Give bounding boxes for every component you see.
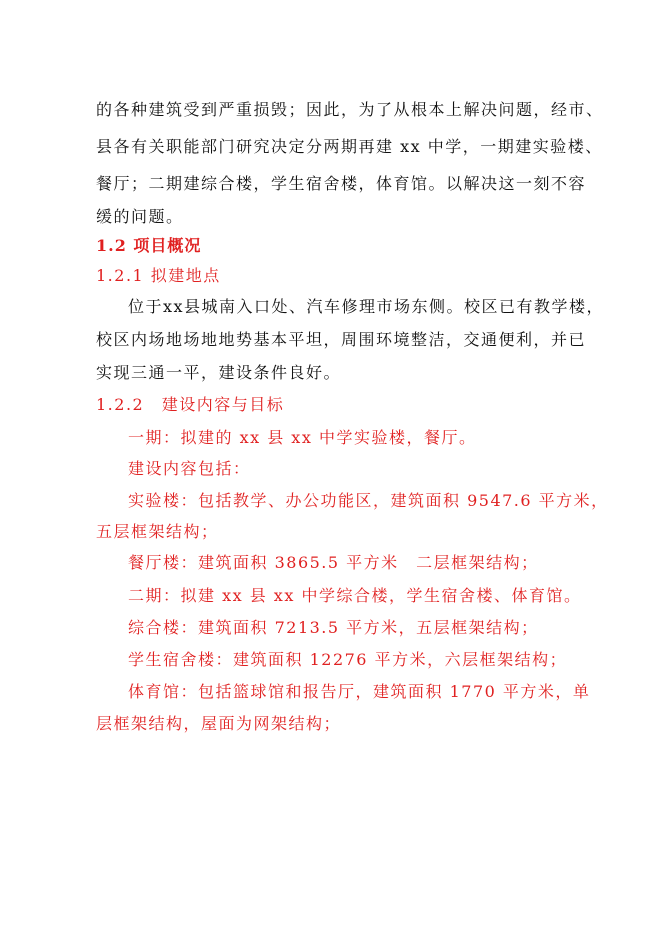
content-line-6: 二期：拟建 xx 县 xx 中学综合楼，学生宿舍楼、体育馆。 (128, 586, 582, 605)
site-line-3: 实现三通一平，建设条件良好。 (96, 363, 342, 382)
site-line-1: 位于xx县城南入口处、汽车修理市场东侧。校区已有教学楼， (128, 297, 605, 316)
heading-proposed-site: 1.2.1 拟建地点 (96, 266, 221, 285)
content-line-8: 学生宿舍楼：建筑面积 12276 平方米，六层框架结构； (128, 650, 568, 669)
content-line-9: 体育馆：包括篮球馆和报告厅，建筑面积 1770 平方米，单 (128, 682, 591, 701)
intro-line-4: 缓的问题。 (96, 207, 184, 226)
content-line-4: 五层框架结构； (96, 522, 219, 541)
intro-line-2: 县各有关职能部门研究决定分两期再建 xx 中学，一期建实验楼、 (96, 137, 603, 156)
heading-construction-content: 1.2.2 建设内容与目标 (96, 395, 285, 414)
content-line-3: 实验楼：包括教学、办公功能区，建筑面积 9547.6 平方米， (128, 491, 609, 510)
content-line-7: 综合楼：建筑面积 7213.5 平方米，五层框架结构； (128, 618, 539, 637)
site-line-2: 校区内场地场地地势基本平坦，周围环境整洁，交通便利，并已 (96, 330, 587, 349)
intro-line-3: 餐厅；二期建综合楼，学生宿舍楼，体育馆。以解决这一刻不容 (96, 174, 587, 193)
intro-line-1: 的各种建筑受到严重损毁；因此，为了从根本上解决问题，经市、 (96, 100, 604, 119)
content-line-2: 建设内容包括： (128, 459, 251, 478)
content-line-1: 一期：拟建的 xx 县 xx 中学实验楼，餐厅。 (128, 428, 477, 447)
content-line-5: 餐厅楼：建筑面积 3865.5 平方米 二层框架结构； (128, 553, 539, 572)
heading-project-overview: 1.2 项目概况 (96, 236, 202, 255)
content-line-10: 层框架结构，屋面为网架结构； (96, 714, 342, 733)
